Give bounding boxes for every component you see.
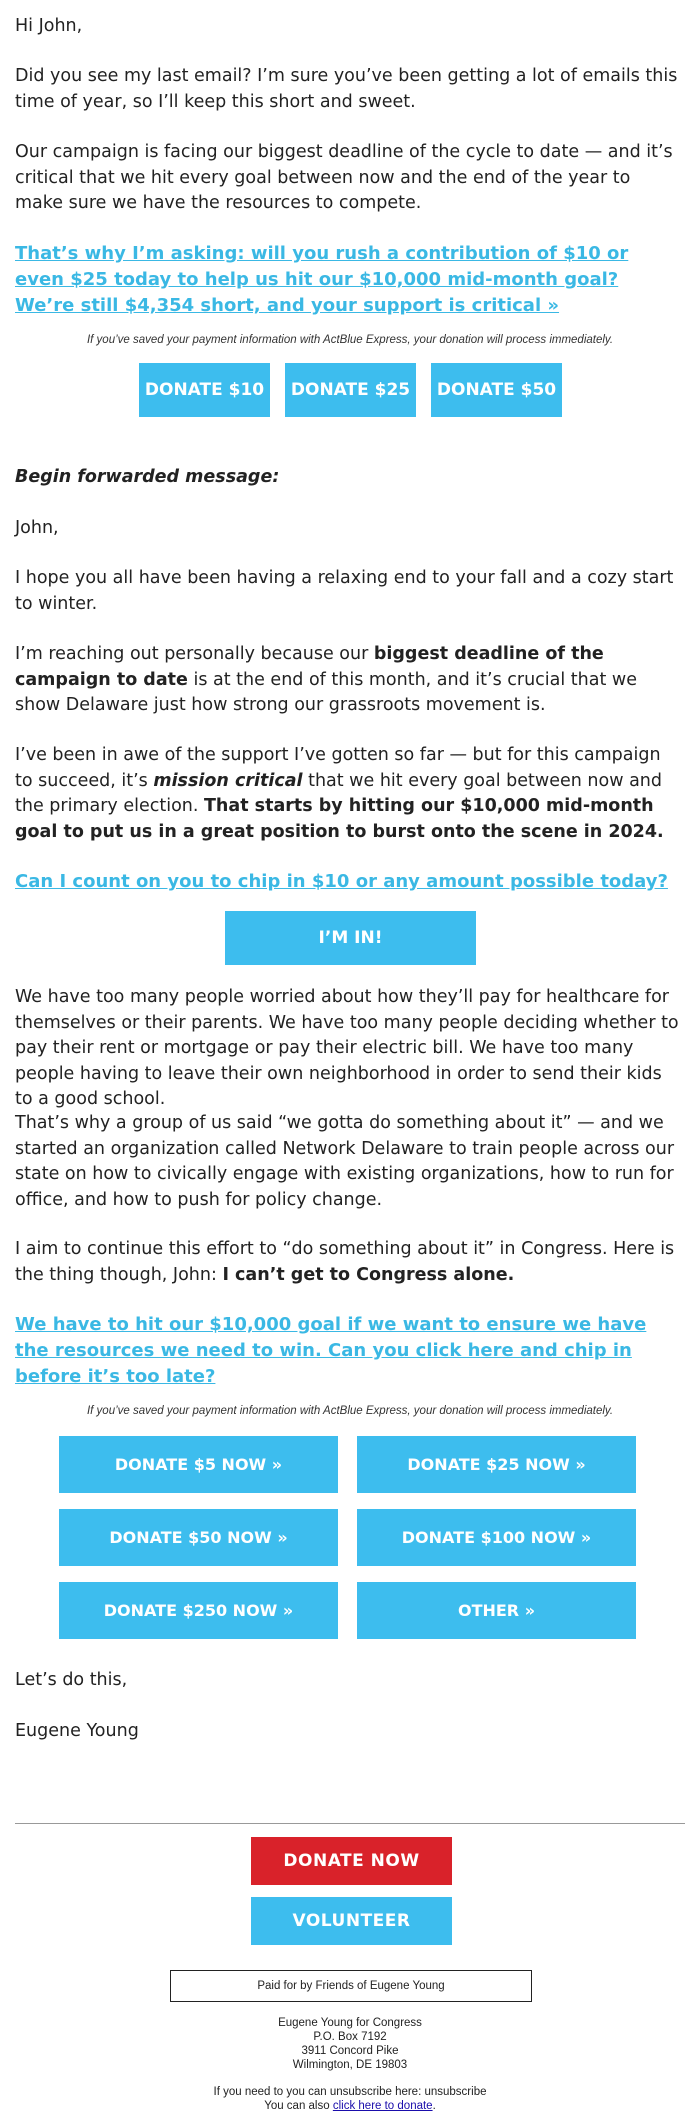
donate-50-button[interactable]: DONATE $50	[431, 363, 562, 417]
signoff: Let’s do this,	[15, 1670, 128, 1690]
intro-paragraph-2: Our campaign is facing our biggest deadline of the cycle to date — and it’s critical that we hit every goal between now and the end of the year to make sure we have the resources to compete.	[15, 142, 673, 213]
click-to-donate-link[interactable]: click here to donate	[332, 2100, 433, 2112]
forwarded-paragraph-3: I’ve been in awe of the support I’ve gotten so far — but for this campaign to succeed, it’s mission critical that we hit every goal between now and the primary election. That starts by hitting our $10,000 mid-month goal to put us in a great position to burst onto the scene in 2024.	[15, 745, 664, 842]
forwarded-salutation: John,	[15, 518, 59, 538]
volunteer-button[interactable]: VOLUNTEER	[251, 1897, 452, 1945]
donate-100-now-button[interactable]: DONATE $100 NOW »	[357, 1509, 636, 1566]
address-line: Eugene Young for Congress	[278, 2017, 422, 2029]
goal-link[interactable]: We have to hit our $10,000 goal if we want to ensure we have the resources we need to win. Can you click here and chip in before it’s too late?	[15, 1314, 647, 1387]
donate-50-now-button[interactable]: DONATE $50 NOW »	[59, 1509, 338, 1566]
footer-divider	[15, 1823, 685, 1824]
address-line: P.O. Box 7192	[313, 2031, 387, 2043]
chip-in-link[interactable]: Can I count on you to chip in $10 or any amount possible today?	[15, 871, 668, 892]
donate-25-now-button[interactable]: DONATE $25 NOW »	[357, 1436, 636, 1493]
address-line: Wilmington, DE 19803	[292, 2059, 408, 2071]
forwarded-paragraph-2: I’m reaching out personally because our biggest deadline of the campaign to date is at the end of this month, and it’s crucial that we show Delaware just how strong our grassroots movement is.	[15, 644, 637, 715]
unsubscribe-text[interactable]: If you need to you can unsubscribe here: unsubscribe	[213, 2086, 487, 2098]
greeting: Hi John,	[15, 16, 83, 36]
forwarded-paragraph-4: We have too many people worried about how they’ll pay for healthcare for themselves or their parents. We have too many people deciding whether to pay their rent or mortgage or pay their electric bill. We have too many people having to leave their own neighborhood in order to send their kids to a good school.	[15, 987, 679, 1109]
address-line: 3911 Concord Pike	[301, 2045, 399, 2057]
paid-for-disclaimer: Paid for by Friends of Eugene Young	[170, 1970, 532, 2002]
donate-25-button[interactable]: DONATE $25	[285, 363, 416, 417]
donate-now-button[interactable]: DONATE NOW	[251, 1837, 452, 1885]
intro-paragraph-1: Did you see my last email? I’m sure you’ve been getting a lot of emails this time of year, so I’ll keep this short and sweet.	[15, 66, 678, 112]
forwarded-paragraph-1: I hope you all have been having a relaxing end to your fall and a cozy start to winter.	[15, 568, 674, 614]
donate-250-now-button[interactable]: DONATE $250 NOW »	[59, 1582, 338, 1639]
forwarded-header: Begin forwarded message:	[15, 467, 280, 487]
signature: Eugene Young	[15, 1721, 139, 1741]
forwarded-paragraph-5: That’s why a group of us said “we gotta do something about it” — and we started an organization called Network Delaware to train people across our state on how to civically engage with existing organizations, how to run for office, and how to push for policy change.	[15, 1113, 675, 1210]
donate-text-line: You can also click here to donate.	[264, 2100, 436, 2112]
ask-link[interactable]: That’s why I’m asking: will you rush a contribution of $10 or even $25 today to help us hit our $10,000 mid-month goal? We’re still $4,354 short, and your support is critical »	[15, 243, 629, 316]
im-in-button[interactable]: I’M IN!	[225, 911, 476, 965]
mailing-address	[15, 2016, 685, 2072]
other-amount-button[interactable]: OTHER »	[357, 1582, 636, 1639]
actblue-note: If you’ve saved your payment information with ActBlue Express, your donation will process immediately.	[86, 334, 614, 346]
donate-10-button[interactable]: DONATE $10	[139, 363, 270, 417]
actblue-note-2: If you’ve saved your payment information with ActBlue Express, your donation will process immediately.	[86, 1405, 614, 1417]
unsubscribe-block	[15, 2085, 685, 2113]
forwarded-paragraph-6: I aim to continue this effort to “do something about it” in Congress. Here is the thing though, John: I can’t get to Congress alone.	[15, 1239, 675, 1285]
donate-5-now-button[interactable]: DONATE $5 NOW »	[59, 1436, 338, 1493]
